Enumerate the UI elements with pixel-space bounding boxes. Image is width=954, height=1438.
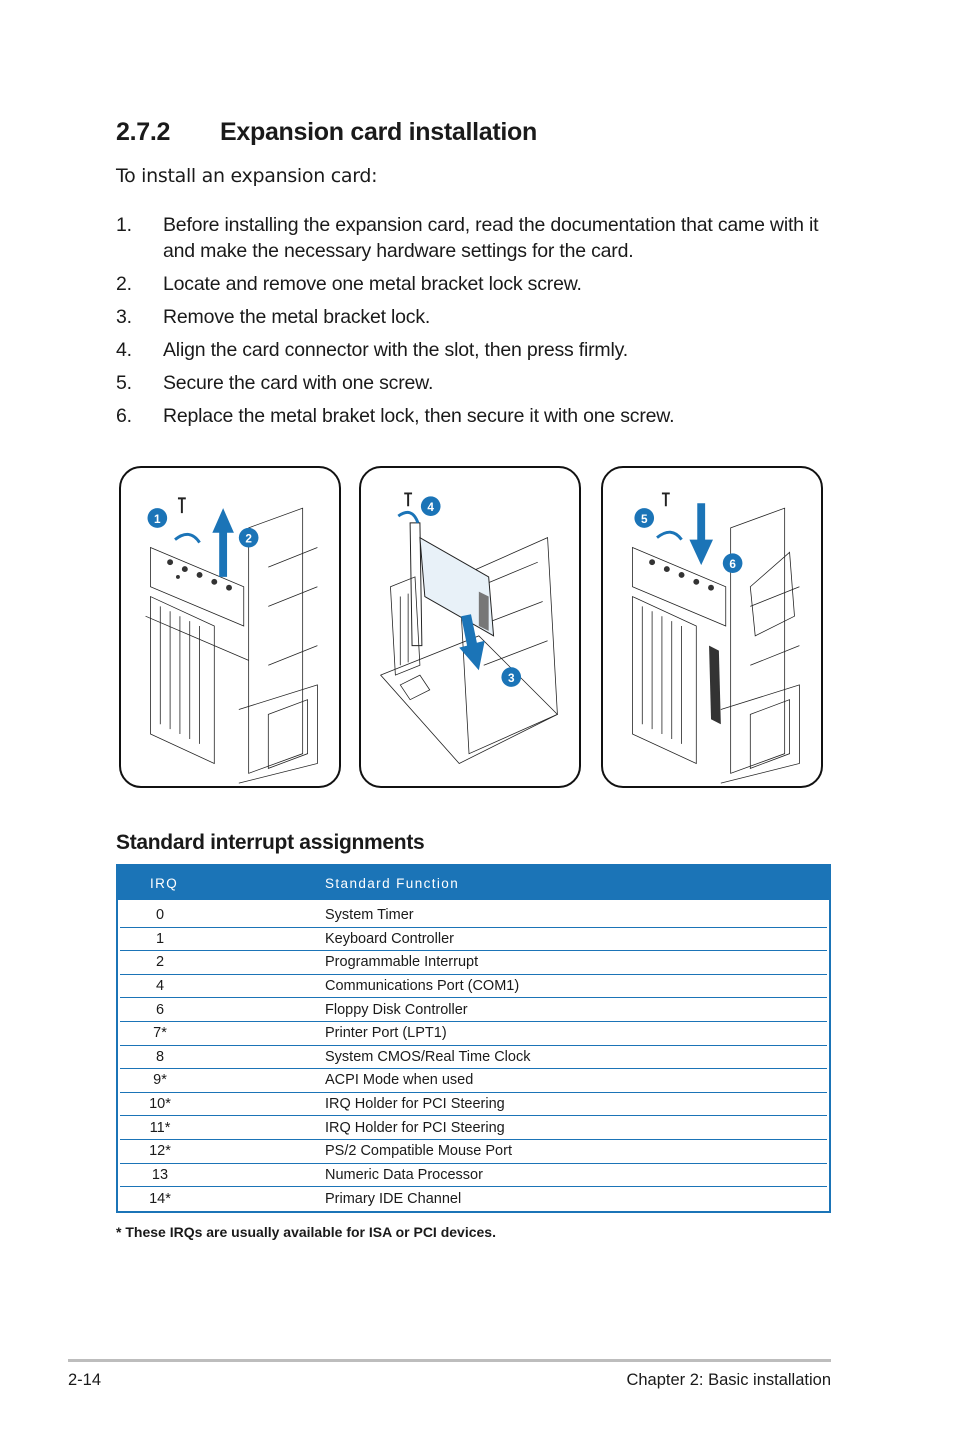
table-row <box>120 1093 827 1117</box>
header-irq: IRQ <box>150 875 179 891</box>
step-item <box>116 212 836 264</box>
step-number: 3. <box>116 306 132 328</box>
table-header <box>118 866 829 900</box>
irq-number: 6 <box>155 1001 165 1018</box>
section-number: 2.7.2 <box>116 118 171 146</box>
step-item <box>116 403 836 429</box>
irq-function: System CMOS/Real Time Clock <box>325 1048 531 1065</box>
callout-2: 2 <box>245 532 252 546</box>
irq-function: IRQ Holder for PCI Steering <box>325 1119 505 1136</box>
step-number: 6. <box>116 405 132 427</box>
irq-number: 13 <box>151 1166 169 1183</box>
footer-divider <box>68 1359 831 1362</box>
irq-function: Floppy Disk Controller <box>325 1001 468 1018</box>
irq-function: Numeric Data Processor <box>325 1166 483 1183</box>
table-row <box>120 1164 827 1188</box>
irq-number: 4 <box>155 978 165 995</box>
step-text: Secure the card with one screw. <box>163 372 434 394</box>
step-number: 5. <box>116 372 132 394</box>
step-item <box>116 370 836 396</box>
steps-list <box>116 212 836 436</box>
irq-number: 8 <box>155 1048 165 1065</box>
step-text: Locate and remove one metal bracket lock screw. <box>163 273 582 295</box>
callout-6: 6 <box>729 558 736 572</box>
irq-number: 0 <box>155 907 165 924</box>
callout-5: 5 <box>640 512 648 526</box>
step-item <box>116 304 836 330</box>
table-row <box>120 904 827 928</box>
step-text: Remove the metal bracket lock. <box>163 306 431 328</box>
chassis-illustration-1 <box>121 468 339 786</box>
irq-function: Primary IDE Channel <box>325 1190 462 1207</box>
step-number: 4. <box>116 339 132 361</box>
table-row <box>120 998 827 1022</box>
callout-3: 3 <box>507 671 515 685</box>
irq-table <box>116 864 831 1213</box>
irq-number: 7* <box>153 1025 167 1042</box>
page-number: 2-14 <box>68 1371 102 1389</box>
intro-text: To install an expansion card: <box>116 165 378 187</box>
header-function: Standard Function <box>325 875 460 891</box>
irq-function: Keyboard Controller <box>325 930 454 947</box>
table-body <box>118 900 829 1211</box>
section-title <box>116 118 537 147</box>
irq-function: Printer Port (LPT1) <box>325 1025 447 1042</box>
chapter-label: Chapter 2: Basic installation <box>626 1371 831 1389</box>
section-heading: Expansion card installation <box>220 118 537 146</box>
step-item <box>116 271 836 297</box>
irq-number: 11* <box>149 1119 171 1136</box>
table-row <box>120 1069 827 1093</box>
callout-1: 1 <box>154 512 161 526</box>
table-row <box>120 1187 827 1211</box>
illustration-panel-insert-card <box>359 466 581 788</box>
step-text: Replace the metal braket lock, then secure it with one screw. <box>163 405 675 427</box>
irq-function: Communications Port (COM1) <box>325 978 520 995</box>
step-item <box>116 337 836 363</box>
illustration-panel-secure-card <box>601 466 823 788</box>
table-row <box>120 1046 827 1070</box>
step-text: Align the card connector with the slot, then press firmly. <box>163 339 628 361</box>
irq-function: System Timer <box>325 907 414 924</box>
irq-function: Programmable Interrupt <box>325 954 479 971</box>
table-row <box>120 975 827 999</box>
table-row <box>120 928 827 952</box>
irq-number: 2 <box>155 954 165 971</box>
irq-number: 12* <box>149 1143 171 1160</box>
callout-4: 4 <box>427 501 434 515</box>
table-row <box>120 1140 827 1164</box>
step-number: 1. <box>116 214 132 236</box>
table-row <box>120 1116 827 1140</box>
irq-number: 9* <box>153 1072 167 1089</box>
irq-function: PS/2 Compatible Mouse Port <box>325 1143 512 1160</box>
irq-number: 1 <box>155 930 165 947</box>
step-text: Before installing the expansion card, read the documentation that came with it and make the necessary hardware settings for the card. <box>163 214 819 262</box>
table-row <box>120 951 827 975</box>
irq-number: 10* <box>149 1096 171 1113</box>
irq-function: IRQ Holder for PCI Steering <box>325 1096 505 1113</box>
chassis-illustration-2 <box>361 468 579 786</box>
subheading: Standard interrupt assignments <box>116 831 425 854</box>
chassis-illustration-3 <box>603 468 821 786</box>
irq-function: ACPI Mode when used <box>325 1072 474 1089</box>
table-row <box>120 1022 827 1046</box>
footnote: * These IRQs are usually available for ISA or PCI devices. <box>116 1224 496 1240</box>
step-number: 2. <box>116 273 132 295</box>
irq-number: 14* <box>149 1190 171 1207</box>
illustration-panel-remove-bracket <box>119 466 341 788</box>
